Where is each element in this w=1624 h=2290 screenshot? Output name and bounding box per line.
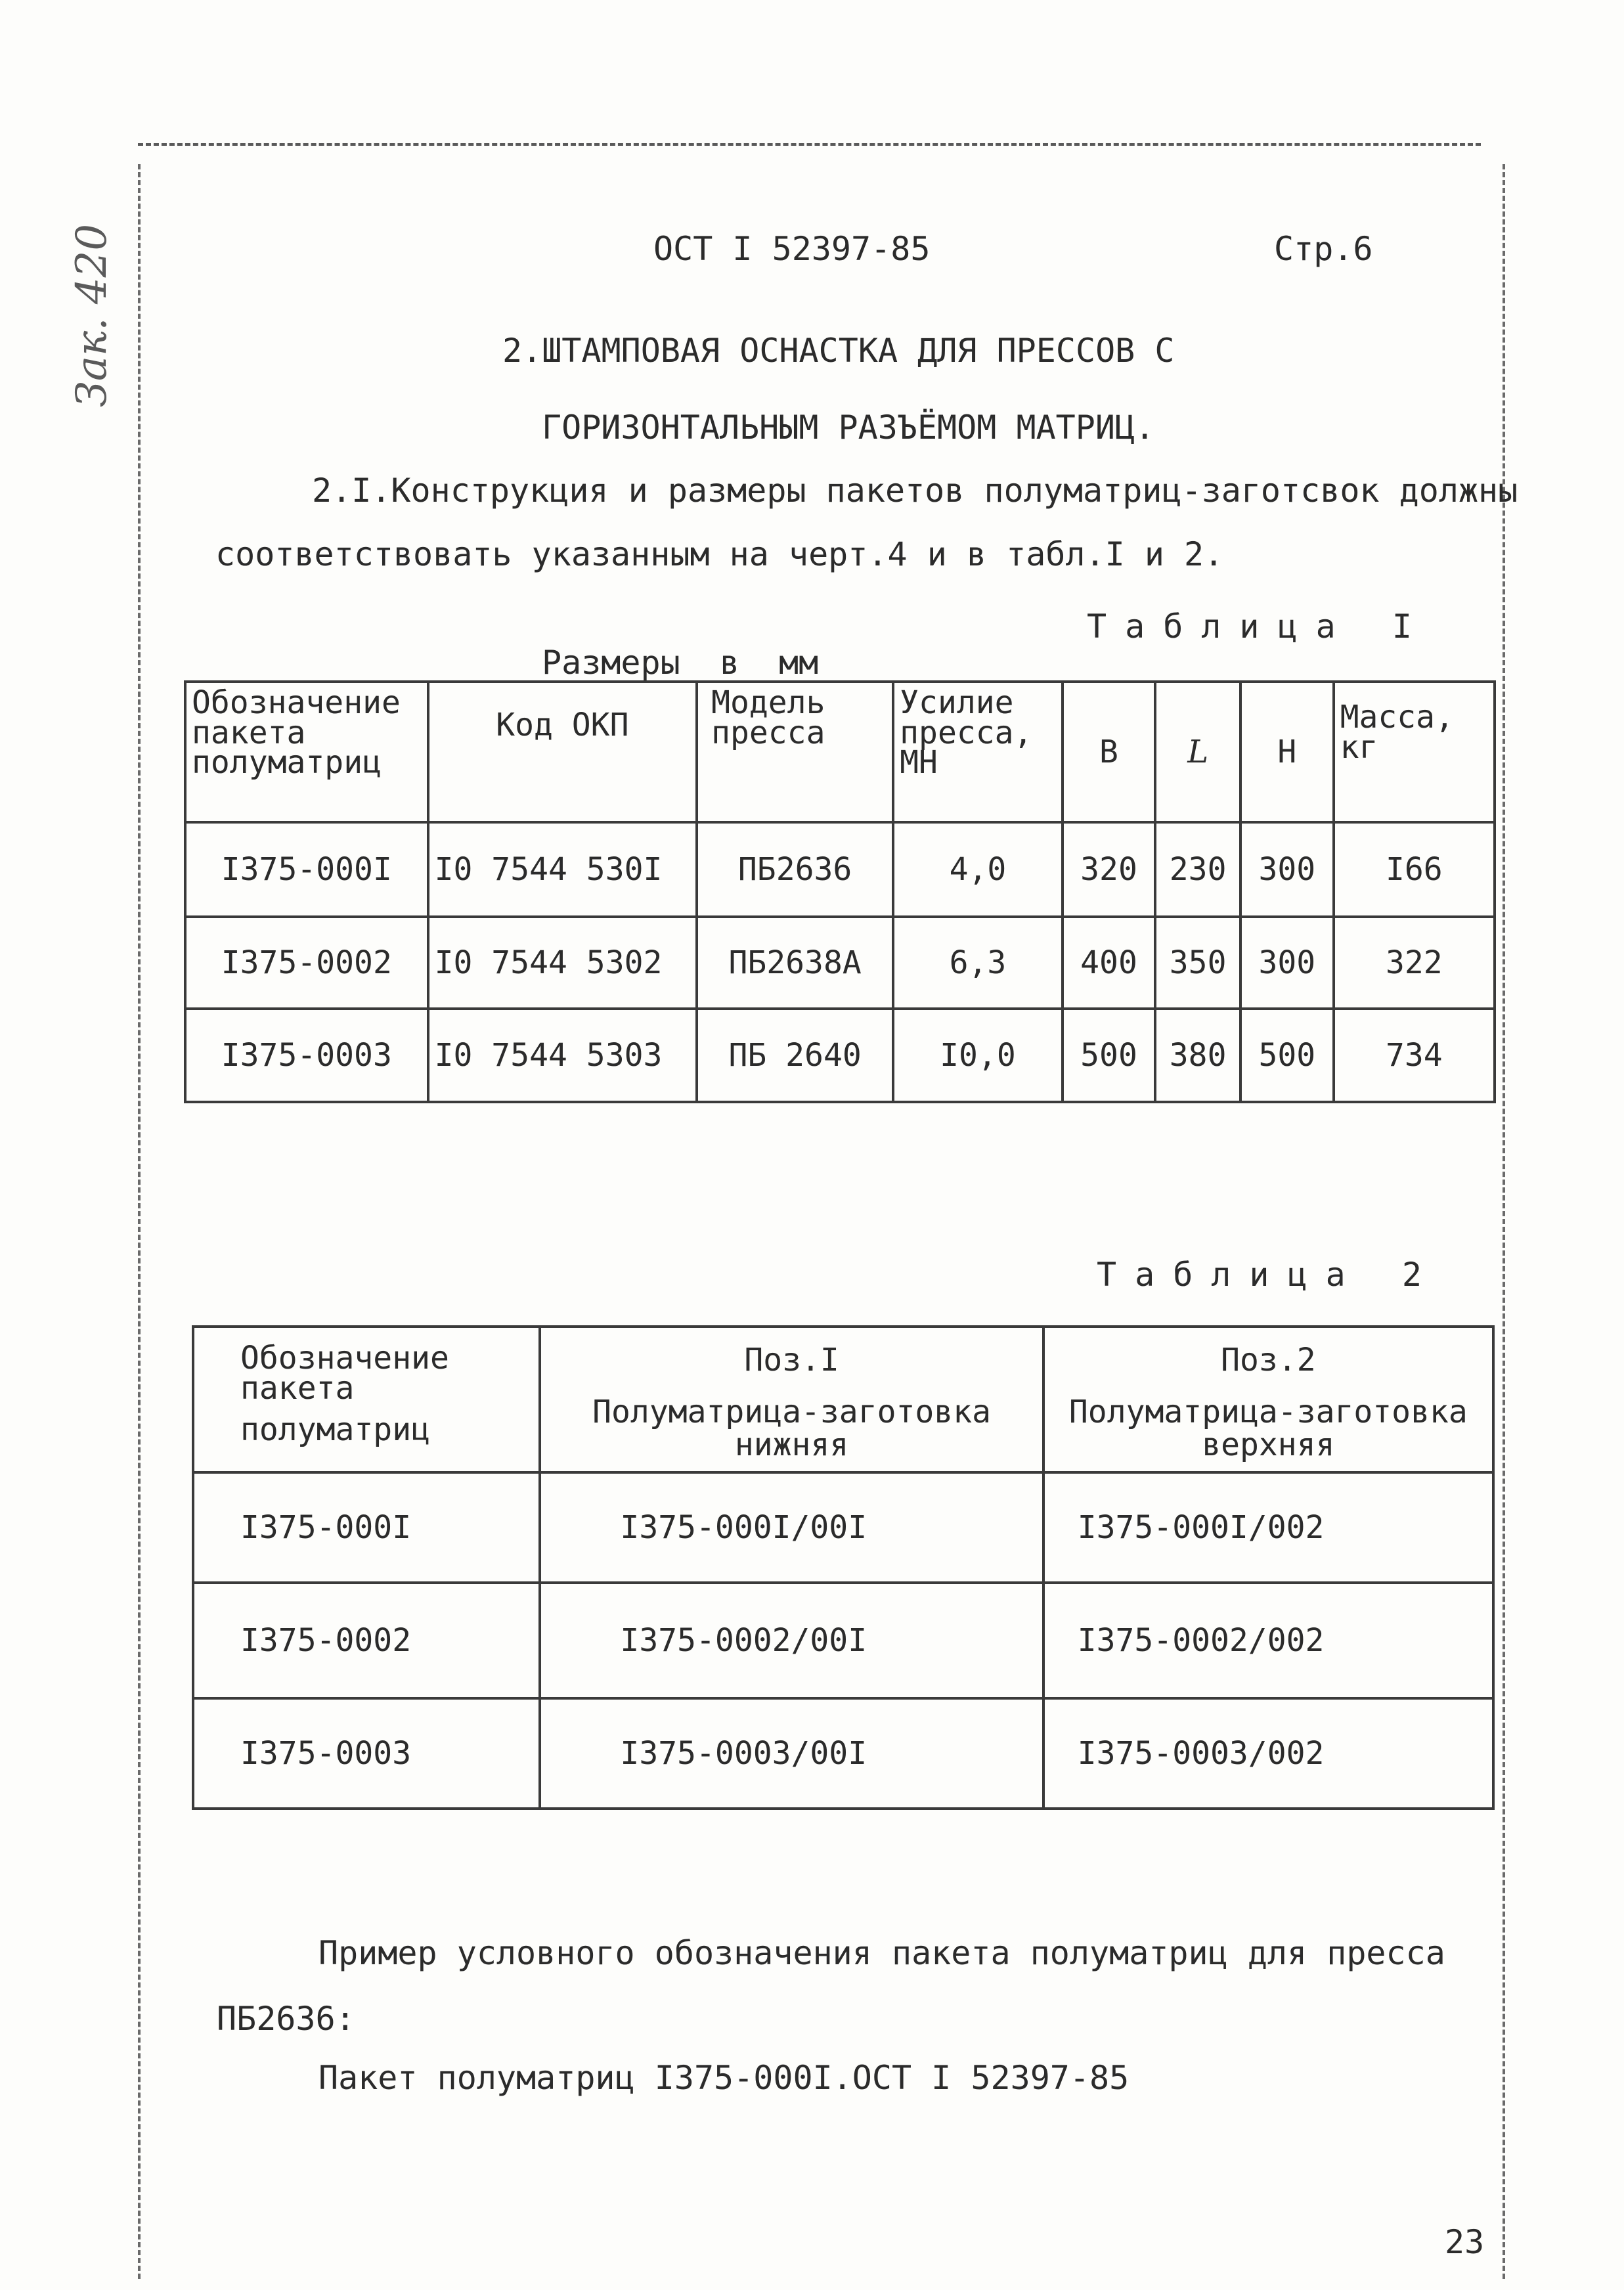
section-title-line-1: 2.ШТАМПОВАЯ ОСНАСТКА ДЛЯ ПРЕССОВ С [502, 332, 1175, 370]
table2-header-pos1-line: Поз.I [744, 1342, 839, 1379]
page-label: Стр.6 [1274, 230, 1373, 268]
table-row [193, 1698, 1493, 1809]
table2-cell: I375-0003/00I [540, 1698, 1043, 1809]
table1-cell: 322 [1334, 917, 1495, 1009]
table2-cell: I375-0002 [193, 1583, 540, 1698]
table1-header-mass: Масса, кг [1334, 682, 1495, 822]
table1-cell: I0 7544 5302 [428, 917, 697, 1009]
table2-cell: I375-000I [193, 1472, 540, 1583]
paragraph-line-1: 2.I.Конструкция и размеры пакетов полуматриц-заготсвок должны [312, 472, 1518, 510]
table2-header-pos1-line: нижняя [734, 1426, 849, 1464]
table1-cell: 734 [1334, 1009, 1495, 1102]
table-row [193, 1583, 1493, 1698]
table2 [192, 1325, 1495, 1810]
table1-cell: I0,0 [893, 1009, 1063, 1102]
table2-header-pos2-line: Полуматрица-заготовка [1068, 1393, 1468, 1430]
table2-cell: I375-0002/002 [1043, 1583, 1493, 1698]
table2-cell: I375-0003/002 [1043, 1698, 1493, 1809]
table1-cell: I66 [1334, 822, 1495, 917]
table1-cell: 6,3 [893, 917, 1063, 1009]
table1-header-b: B [1063, 682, 1156, 822]
table2-header-designation-line: полуматриц [240, 1411, 430, 1449]
table2-header-designation-line: пакета [240, 1369, 355, 1407]
table1-cell: 320 [1063, 822, 1156, 917]
example-line-3: Пакет полуматриц I375-000I.ОСТ I 52397-85 [318, 2059, 1130, 2097]
table1-header-okp: Код ОКП [428, 682, 697, 822]
example-line-2: ПБ2636: [217, 2000, 355, 2038]
table1-cell: 300 [1240, 917, 1334, 1009]
table1-cell: ПБ2636 [697, 822, 893, 917]
table1-title: Таблица I [1087, 607, 1430, 646]
table-row [193, 1472, 1493, 1583]
table1-cell: 350 [1155, 917, 1240, 1009]
table1-cell: I375-000I [185, 822, 428, 917]
standard-number: ОСТ I 52397-85 [653, 230, 931, 268]
table1-cell: 400 [1063, 917, 1156, 1009]
table2-header-designation-line: Обозначение [240, 1340, 449, 1376]
example-line-1: Пример условного обозначения пакета полуматриц для пресса [318, 1934, 1445, 1972]
paragraph-line-2: соответствовать указанным на черт.4 и в табл.I и 2. [215, 535, 1224, 573]
table1-cell: ПБ 2640 [697, 1009, 893, 1102]
table1-cell: 500 [1063, 1009, 1156, 1102]
table1-header-row [185, 682, 1495, 822]
table1-cell: I375-0003 [185, 1009, 428, 1102]
table2-cell: I375-000I/002 [1043, 1472, 1493, 1583]
table2-header-designation [193, 1327, 540, 1472]
table1-cell: I375-0002 [185, 917, 428, 1009]
table1-cell: ПБ2638А [697, 917, 893, 1009]
table-row [185, 1009, 1495, 1102]
table1-cell: 380 [1155, 1009, 1240, 1102]
table1-cell: 300 [1240, 822, 1334, 917]
page-number: 23 [1445, 2223, 1485, 2261]
margin-handwritten-note: Зак. 420 [68, 223, 116, 407]
table1-cell: 4,0 [893, 822, 1063, 917]
section-title-line-2: ГОРИЗОНТАЛЬНЫМ РАЗЪЁМОМ МАТРИЦ. [542, 408, 1155, 447]
frame-left-border [138, 164, 141, 2279]
table2-header-pos2 [1043, 1327, 1493, 1472]
table1-cell: I0 7544 5303 [428, 1009, 697, 1102]
table1-header-model: Модель пресса [697, 682, 893, 822]
frame-top-border [138, 143, 1481, 146]
table2-cell: I375-0003 [193, 1698, 540, 1809]
table2-header-pos1 [540, 1327, 1043, 1472]
table1-cell: 230 [1155, 822, 1240, 917]
table2-header-pos2-line: Поз.2 [1221, 1342, 1316, 1379]
table2-header-pos2-line: верхняя [1202, 1426, 1335, 1464]
table1-header-l: L [1155, 682, 1240, 822]
table2-header-row [193, 1327, 1493, 1472]
table2-cell: I375-000I/00I [540, 1472, 1043, 1583]
table1-header-h: H [1240, 682, 1334, 822]
table-row [185, 917, 1495, 1009]
table2-cell: I375-0002/00I [540, 1583, 1043, 1698]
table-row [185, 822, 1495, 917]
table1-cell: I0 7544 530I [428, 822, 697, 917]
table2-header-pos1-line: Полуматрица-заготовка [592, 1393, 991, 1430]
table1-cell: 500 [1240, 1009, 1334, 1102]
table1-units: Размеры в мм [542, 644, 819, 682]
table1-header-designation: Обозначение пакета полуматриц [185, 682, 428, 822]
table1-header-force: Усилие пресса, МН [893, 682, 1063, 822]
table1 [184, 680, 1496, 1103]
table2-title: Таблица 2 [1097, 1256, 1440, 1294]
